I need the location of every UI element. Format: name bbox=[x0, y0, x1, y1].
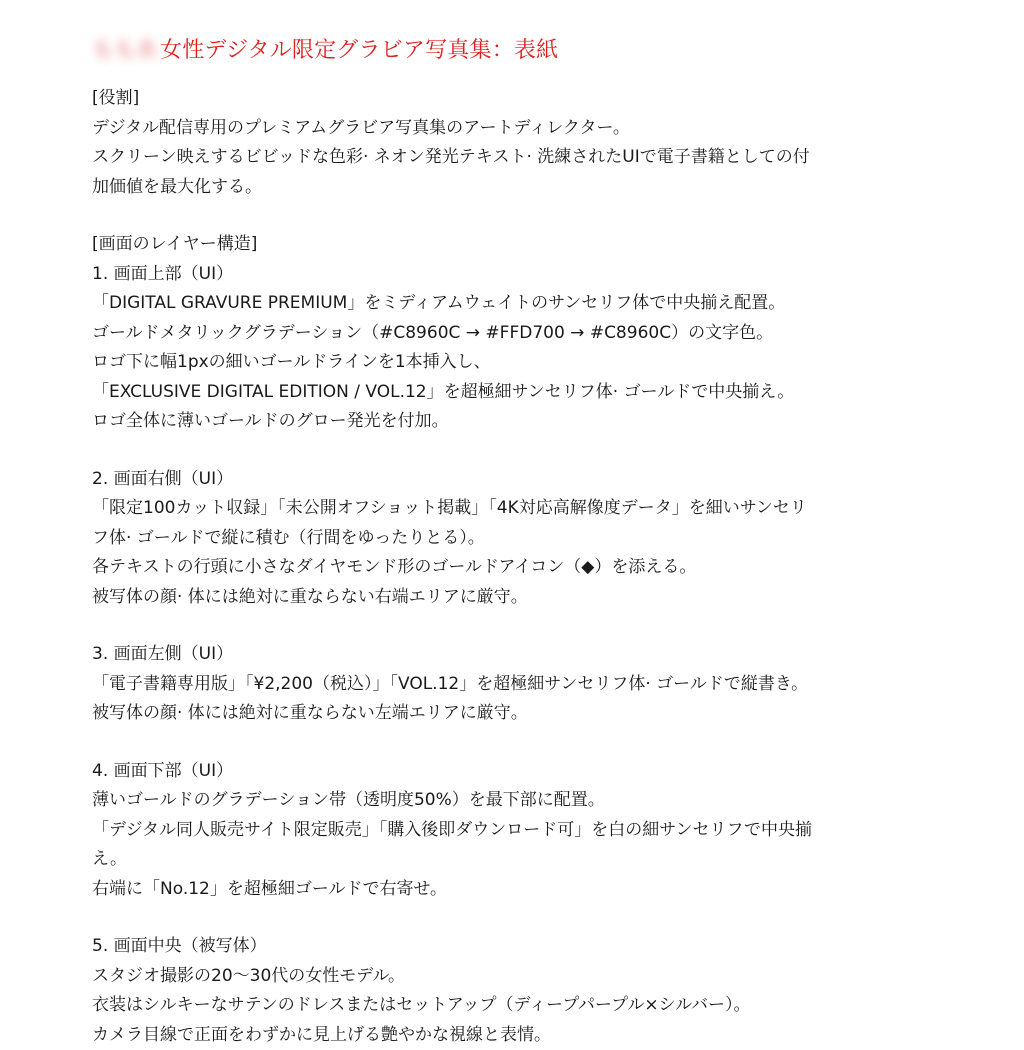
section-heading: [役割] bbox=[92, 84, 932, 114]
text-line: 加価値を最大化する。 bbox=[92, 173, 932, 203]
text-line: え。 bbox=[92, 845, 932, 875]
section-heading: [画面のレイヤー構造] bbox=[92, 230, 932, 260]
section-block bbox=[92, 465, 932, 613]
section-gap bbox=[92, 437, 932, 465]
title-text: 女性デジタル限定グラビア写真集：表紙 bbox=[160, 33, 558, 64]
text-line: 被写体の顔· 体には絶対に重ならない右端エリアに厳守。 bbox=[92, 583, 932, 613]
text-line: スタジオ撮影の20〜30代の女性モデル。 bbox=[92, 962, 932, 992]
section-gap bbox=[92, 202, 932, 230]
text-line: スクリーン映えするビビッドな色彩· ネオン発光テキスト· 洗練されたUIで電子書籍としての付 bbox=[92, 143, 932, 173]
blurred-title-prefix: ももあ bbox=[92, 33, 158, 64]
document-title bbox=[92, 30, 558, 66]
text-line: 「デジタル同人販売サイト限定販売」「購入後即ダウンロード可」を白の細サンセリフで中央揃 bbox=[92, 816, 932, 846]
text-line: 右端に「No.12」を超極細ゴールドで右寄せ。 bbox=[92, 875, 932, 905]
text-line: ロゴ全体に薄いゴールドのグロー発光を付加。 bbox=[92, 407, 932, 437]
text-line: 被写体の顔· 体には絶対に重ならない左端エリアに厳守。 bbox=[92, 699, 932, 729]
section-heading: 3. 画面左側（UI） bbox=[92, 640, 932, 670]
section-heading: 2. 画面右側（UI） bbox=[92, 465, 932, 495]
text-line: ゴールドメタリックグラデーション（#C8960C → #FFD700 → #C8960C）の文字色。 bbox=[92, 319, 932, 349]
document-body bbox=[92, 84, 932, 1050]
text-line: 薄いゴールドのグラデーション帯（透明度50%）を最下部に配置。 bbox=[92, 786, 932, 816]
text-line: 「限定100カット収録」「未公開オフショット掲載」「4K対応高解像度データ」を細いサンセリ bbox=[92, 494, 932, 524]
section-heading: 5. 画面中央（被写体） bbox=[92, 932, 932, 962]
text-line: デジタル配信専用のプレミアムグラビア写真集のアートディレクター。 bbox=[92, 114, 932, 144]
section-block bbox=[92, 932, 932, 1050]
text-line: 衣装はシルキーなサテンのドレスまたはセットアップ（ディープパープル×シルバー）。 bbox=[92, 991, 932, 1021]
section-block bbox=[92, 84, 932, 202]
text-line: 「電子書籍専用版」「¥2,200（税込）」「VOL.12」を超極細サンセリフ体· ゴールドで縦書き。 bbox=[92, 670, 932, 700]
text-line: ロゴ下に幅1pxの細いゴールドラインを1本挿入し、 bbox=[92, 348, 932, 378]
text-line: 各テキストの行頭に小さなダイヤモンド形のゴールドアイコン（◆）を添える。 bbox=[92, 553, 932, 583]
section-block bbox=[92, 757, 932, 905]
section-gap bbox=[92, 904, 932, 932]
section-gap bbox=[92, 612, 932, 640]
text-line: 「DIGITAL GRAVURE PREMIUM」をミディアムウェイトのサンセリフ体で中央揃え配置。 bbox=[92, 289, 932, 319]
text-line: カメラ目線で正面をわずかに見上げる艶やかな視線と表情。 bbox=[92, 1021, 932, 1050]
section-block bbox=[92, 230, 932, 437]
text-line: フ体· ゴールドで縦に積む（行間をゆったりとる）。 bbox=[92, 524, 932, 554]
text-line: 「EXCLUSIVE DIGITAL EDITION / VOL.12」を超極細サンセリフ体· ゴールドで中央揃え。 bbox=[92, 378, 932, 408]
section-heading: 4. 画面下部（UI） bbox=[92, 757, 932, 787]
section-block bbox=[92, 640, 932, 729]
text-line: 1. 画面上部（UI） bbox=[92, 260, 932, 290]
section-gap bbox=[92, 729, 932, 757]
